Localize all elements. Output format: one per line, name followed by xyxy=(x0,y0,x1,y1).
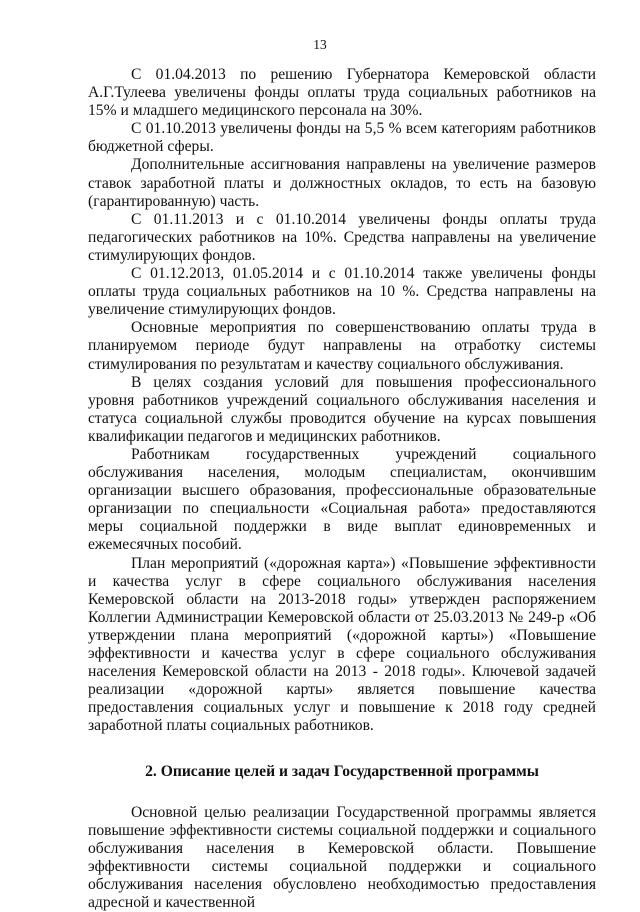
paragraph: С 01.12.2013, 01.05.2014 и с 01.10.2014 также увеличены фонды оплаты труда социальных работников на 10 %. Средства направлены на увеличение стимулирующих фондов. xyxy=(88,265,596,319)
paragraph: План мероприятий («дорожная карта») «Повышение эффективности и качества услуг в сфере социального обслуживания населения Кемеровской области на 2013-2018 годы» утвержден распоряжением Коллегии Администрации Кемеровской области от 25.03.2013 № 249-р «Об утверждении плана мероприятий («дорожной карты») «Повышение эффективности и качества услуг в сфере социального обслуживания населения Кемеровской области на 2013 - 2018 годы». Ключевой задачей реализации «дорожной карты» является повышение качества предоставления социальных услуг и повышение к 2018 году средней заработной платы социальных работников. xyxy=(88,554,596,735)
paragraph: Основные мероприятия по совершенствованию оплаты труда в планируемом периоде будут направлены на отработку системы стимулирования по результатам и качеству социального обслуживания. xyxy=(88,319,596,373)
paragraph: С 01.04.2013 по решению Губернатора Кемеровской области А.Г.Тулеева увеличены фонды оплаты труда социальных работников на 15% и младшего медицинского персонала на 30%. xyxy=(88,66,596,120)
paragraph: В целях создания условий для повышения профессионального уровня работников учреждений социального обслуживания населения и статуса социальной службы проводится обучение на курсах повышения квалификации педагогов и медицинских работников. xyxy=(88,373,596,445)
document-body xyxy=(88,66,596,912)
paragraph: С 01.10.2013 увеличены фонды на 5,5 % всем категориям работников бюджетной сферы. xyxy=(88,120,596,156)
paragraph: Работникам государственных учреждений социального обслуживания населения, молодым специалистам, окончившим организации высшего образования, профессиональные образовательные организации по специальности «Социальная работа» предоставляются меры социальной поддержки в виде выплат единовременных и ежемесячных пособий. xyxy=(88,445,596,554)
section-heading: 2. Описание целей и задач Государственной программы xyxy=(145,763,539,781)
page-number: 13 xyxy=(313,37,327,52)
paragraph: С 01.11.2013 и с 01.10.2014 увеличены фонды оплаты труда педагогических работников на 10%. Средства направлены на увеличение стимулирующих фондов. xyxy=(88,210,596,264)
paragraph: Дополнительные ассигнования направлены на увеличение размеров ставок заработной платы и должностных окладов, то есть на базовую (гарантированную) часть. xyxy=(88,156,596,210)
paragraph: Основной целью реализации Государственной программы является повышение эффективности системы социальной поддержки и социального обслуживания населения в Кемеровской области. Повышение эффективности системы социальной поддержки и социального обслуживания населения обусловлено необходимостью предоставления адресной и качественной xyxy=(88,803,596,912)
